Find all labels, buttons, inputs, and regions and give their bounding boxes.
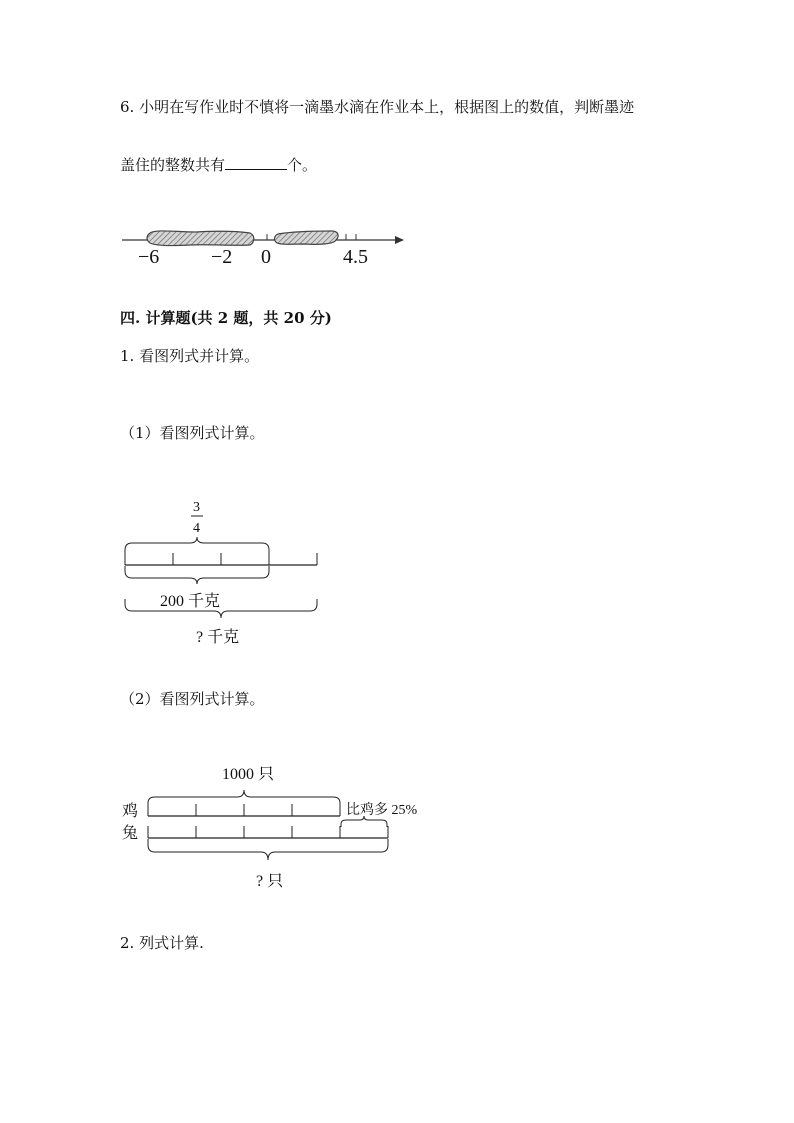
brace-label-200kg: 200 千克	[160, 593, 221, 610]
row-label-rabbit: 兔	[122, 825, 139, 842]
q6-line2-unit: 个。	[287, 156, 318, 174]
nl-label-4-5: 4.5	[343, 246, 368, 268]
bottom-brace-2	[148, 839, 388, 860]
fraction-denominator: 4	[193, 521, 200, 536]
nl-label-minus2: −2	[211, 246, 233, 268]
top-brace-2	[148, 790, 340, 805]
q6-line2-text: 盖住的整数共有	[120, 156, 226, 174]
section-heading: 四. 计算题(共 2 题，共 20 分)	[120, 309, 332, 327]
q2-title: 2. 列式计算.	[120, 934, 204, 952]
q1-sub2-label: （2）看图列式计算。	[120, 690, 265, 708]
question-label-kg: ? 千克	[196, 629, 240, 646]
nl-label-0: 0	[261, 246, 271, 268]
q1-title: 1. 看图列式并计算。	[120, 347, 260, 365]
extra-label-25pct: 比鸡多 25%	[346, 803, 418, 818]
q6-line1: 6. 小明在写作业时不慎将一滴墨水滴在作业本上，根据图上的数值，判断墨迹	[120, 98, 635, 116]
fraction-numerator: 3	[193, 500, 200, 515]
q1-sub1-label: （1）看图列式计算。	[120, 424, 265, 442]
row-label-chicken: 鸡	[122, 803, 139, 820]
nl-label-minus6: −6	[138, 246, 160, 268]
question-label-count: ? 只	[256, 873, 284, 890]
top-label-1000: 1000 只	[222, 766, 275, 783]
